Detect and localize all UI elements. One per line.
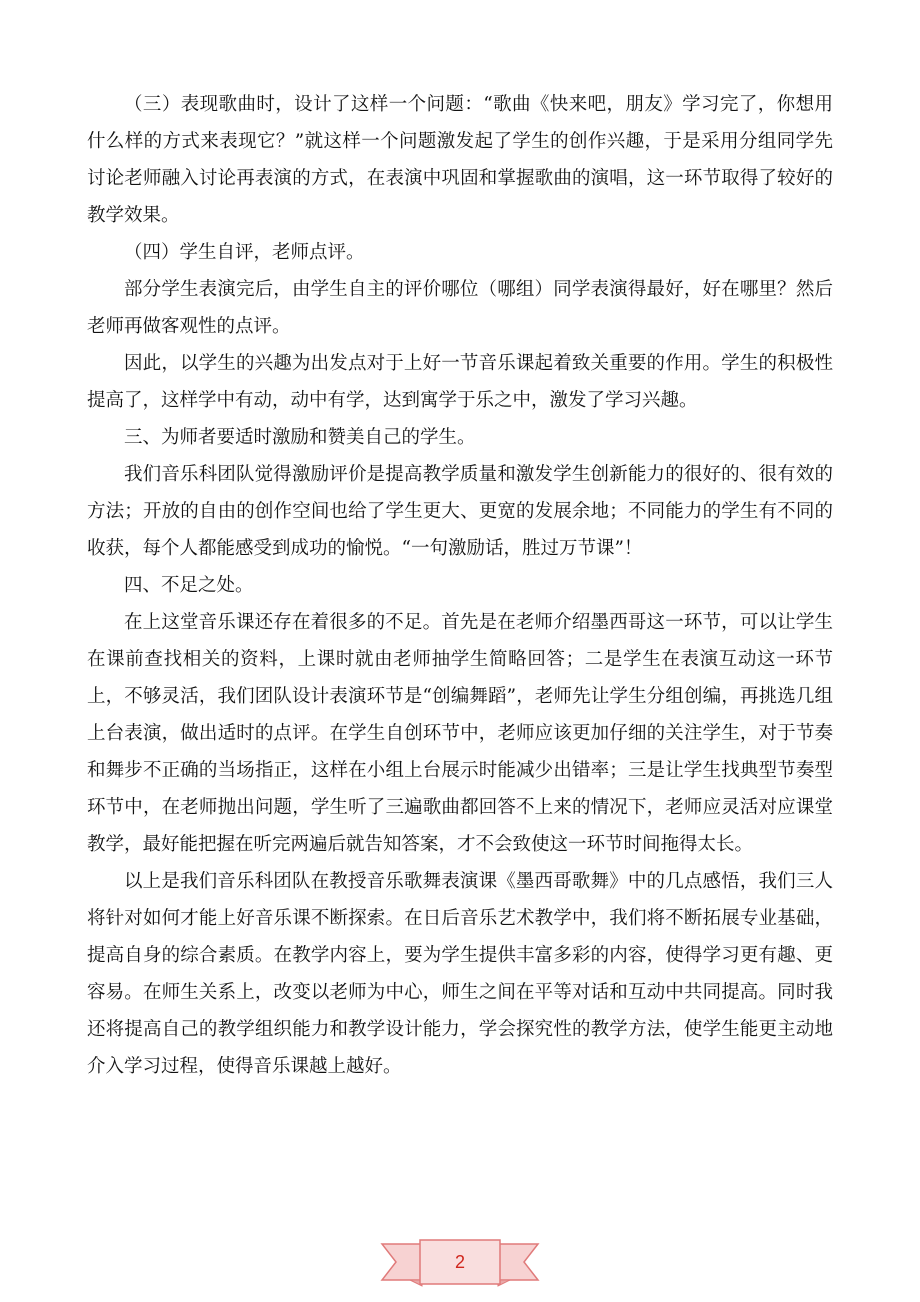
paragraph: （四）学生自评，老师点评。 — [124, 242, 365, 263]
page-number: 2 — [454, 1251, 465, 1272]
section-heading: 三、为师者要适时激励和赞美自己的学生。 — [124, 427, 476, 448]
section-heading: 四、不足之处。 — [124, 575, 254, 596]
document-body — [87, 86, 833, 1085]
paragraph: 部分学生表演完后，由学生自主的评价哪位（哪组）同学表演得最好，好在哪里？然后老师再做客观性的点评。 — [87, 279, 833, 337]
paragraph: 我们音乐科团队觉得激励评价是提高教学质量和激发学生创新能力的很好的、很有效的方法；开放的自由的创作空间也给了学生更大、更宽的发展余地；不同能力的学生有不同的收获，每个人都能感受到成功的愉悦。“一句激励话，胜过万节课”！ — [87, 464, 833, 559]
paragraph: 在上这堂音乐课还存在着很多的不足。首先是在老师介绍墨西哥这一环节，可以让学生在课前查找相关的资料，上课时就由老师抽学生简略回答；二是学生在表演互动这一环节上，不够灵活，我们团队设计表演环节是“创编舞蹈”，老师先让学生分组创编，再挑选几组上台表演，做出适时的点评。在学生自创环节中，老师应该更加仔细的关注学生，对于节奏和舞步不正确的当场指正，这样在小组上台展示时能减少出错率；三是让学生找典型节奏型环节中，在老师抛出问题，学生听了三遍歌曲都回答不上来的情况下，老师应灵活对应课堂教学，最好能把握在听完两遍后就告知答案，才不会致使这一环节时间拖得太长。 — [87, 612, 833, 855]
paragraph: 以上是我们音乐科团队在教授音乐歌舞表演课《墨西哥歌舞》中的几点感悟，我们三人将针对如何才能上好音乐课不断探索。在日后音乐艺术教学中，我们将不断拓展专业基础，提高自身的综合素质。在教学内容上，要为学生提供丰富多彩的内容，使得学习更有趣、更容易。在师生关系上，改变以老师为中心，师生之间在平等对话和互动中共同提高。同时我还将提高自己的教学组织能力和教学设计能力，学会探究性的教学方法，使学生能更主动地介入学习过程，使得音乐课越上越好。 — [87, 871, 833, 1077]
paragraph: （三）表现歌曲时，设计了这样一个问题：“歌曲《快来吧，朋友》学习完了，你想用什么样的方式来表现它？”就这样一个问题激发起了学生的创作兴趣，于是采用分组同学先讨论老师融入讨论再表演的方式，在表演中巩固和掌握歌曲的演唱，这一环节取得了较好的教学效果。 — [87, 94, 833, 226]
paragraph: 因此，以学生的兴趣为出发点对于上好一节音乐课起着致关重要的作用。学生的积极性提高了，这样学中有动，动中有学，达到寓学于乐之中，激发了学习兴趣。 — [87, 353, 833, 411]
